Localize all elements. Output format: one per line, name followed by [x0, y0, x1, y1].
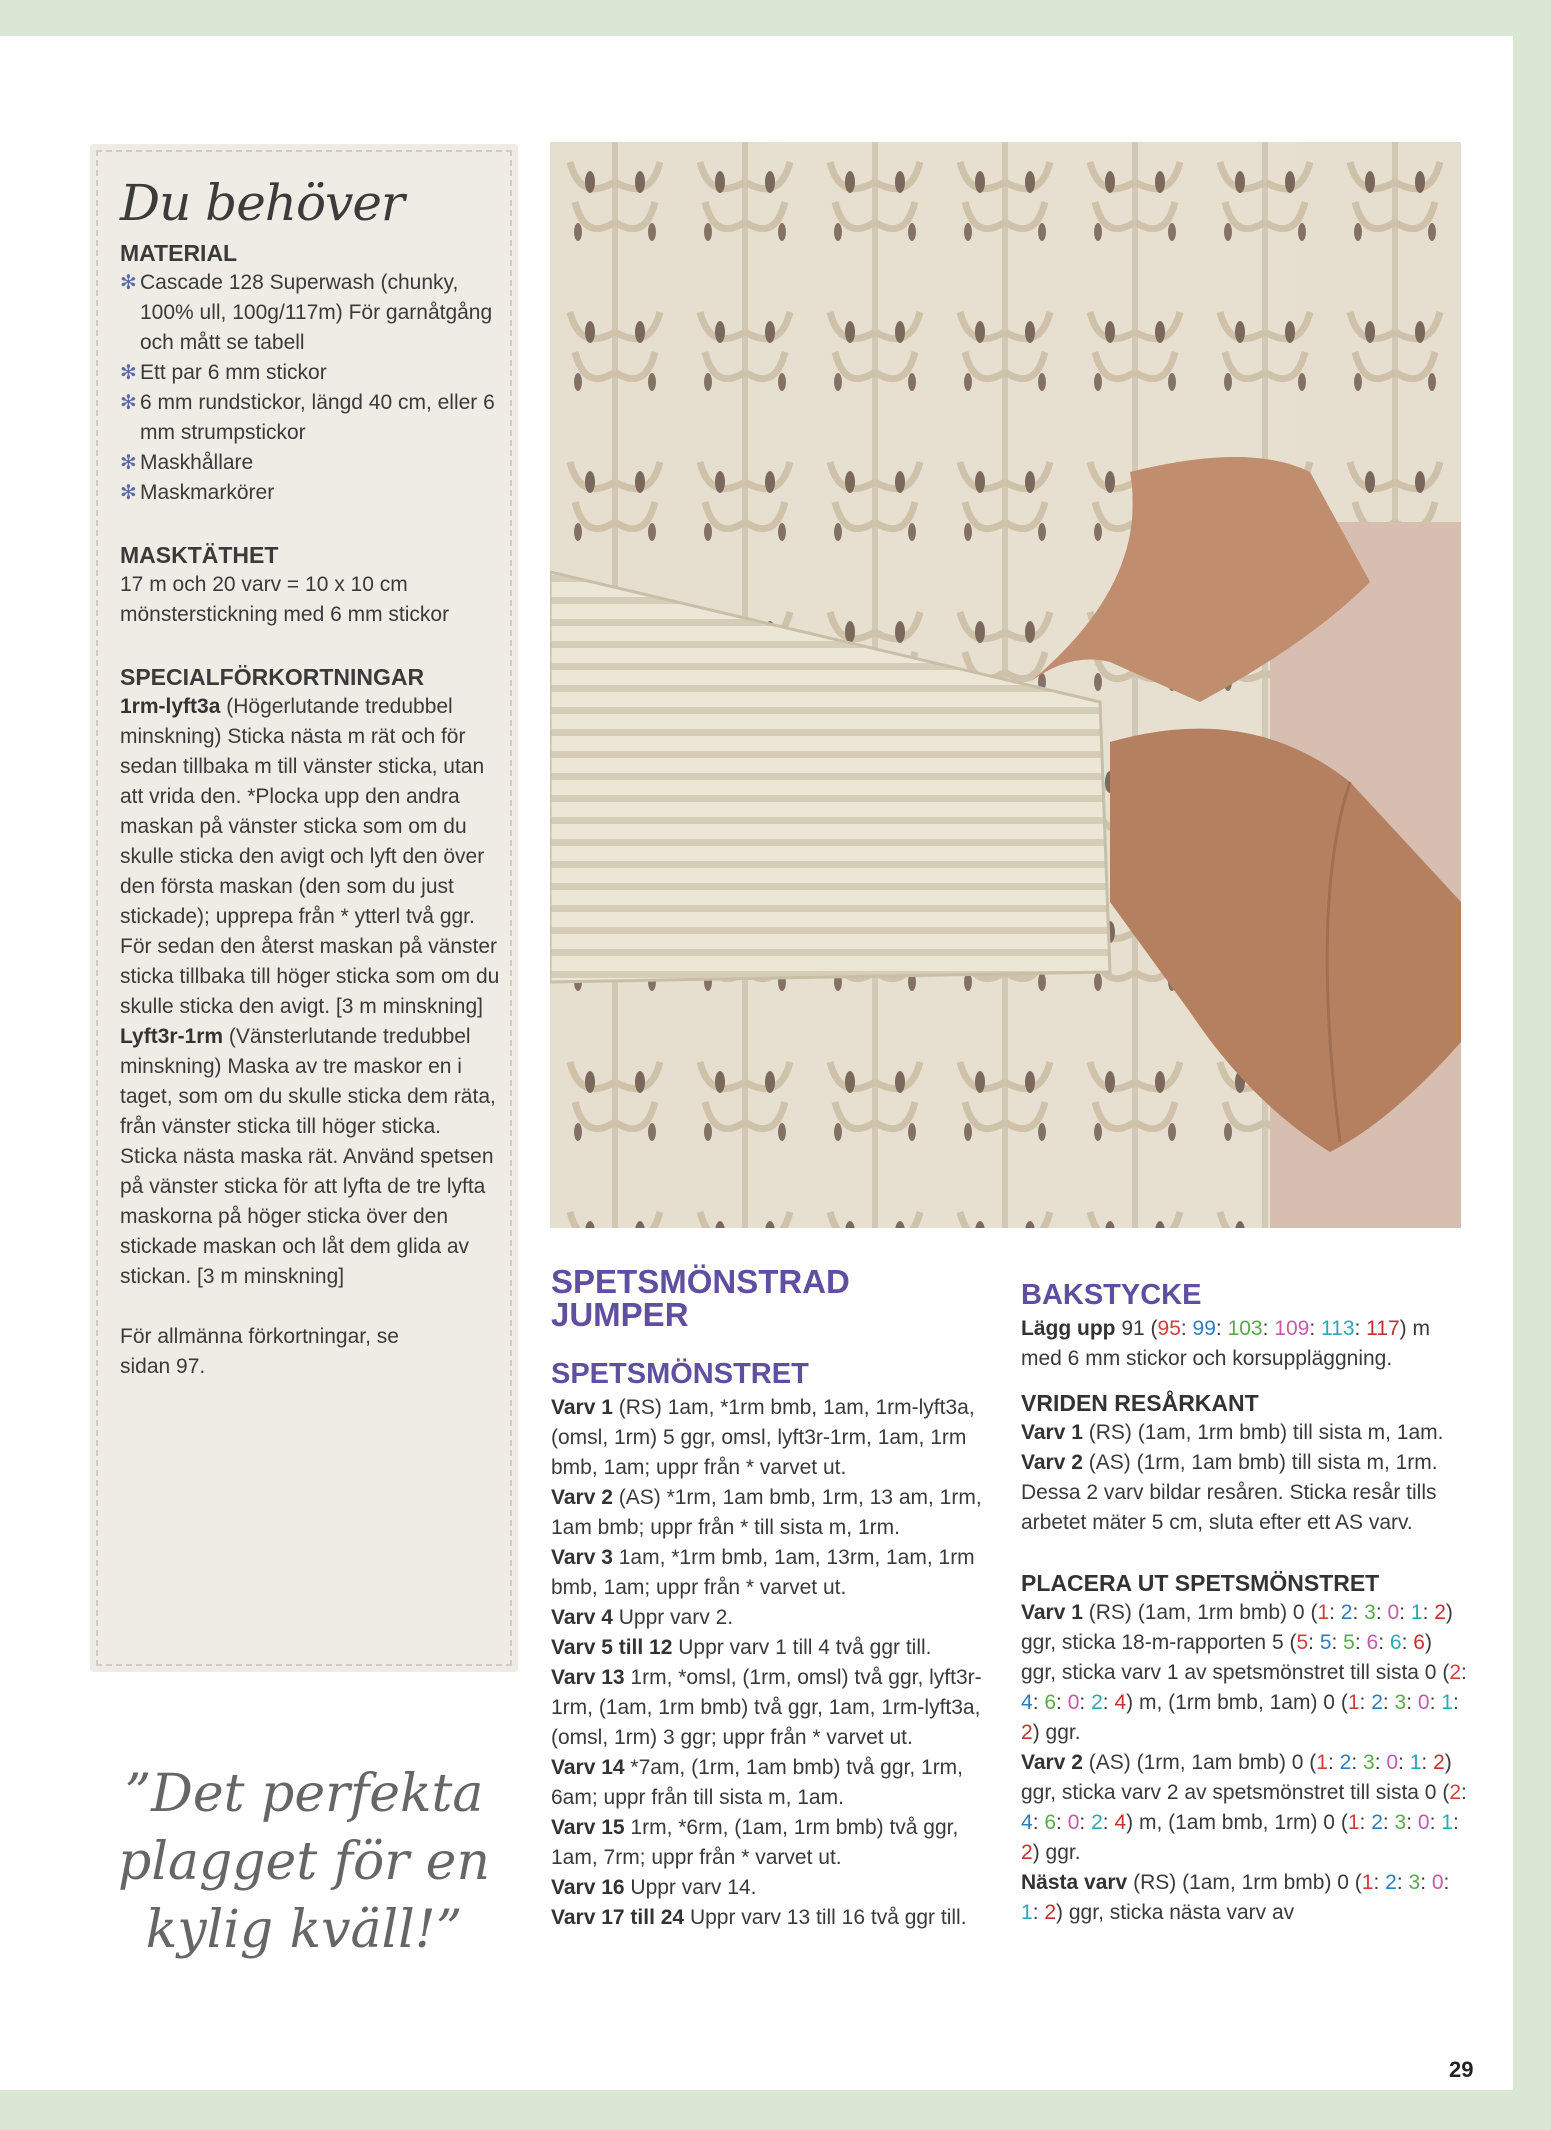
- asterisk-bullet-icon: ✻: [120, 392, 137, 414]
- rib-row: Varv 1 (RS) (1am, 1rm bmb) till sista m, 1am.: [1021, 1421, 1444, 1444]
- lace-pattern-heading: SPETSMÖNSTRET: [551, 1358, 809, 1390]
- pattern-row: Varv 2 (AS) *1rm, 1am bmb, 1rm, 13 am, 1rm, 1am bmb; uppr från * till sista m, 1rm.: [551, 1486, 982, 1539]
- rib-heading: VRIDEN RESÅRKANT: [1021, 1390, 1259, 1416]
- gauge-heading: MASKTÄTHET: [120, 542, 279, 568]
- pattern-row: Varv 4 Uppr varv 2.: [551, 1606, 734, 1629]
- next-row: Nästa varv (RS) (1am, 1rm bmb) 0 (1: 2: 3: 0: 1: 2) ggr, sticka nästa varv av: [1021, 1871, 1450, 1924]
- list-item: ✻ Ett par 6 mm stickor: [120, 358, 500, 388]
- list-item: ✻ Maskmarkörer: [120, 478, 500, 508]
- list-item: ✻ Cascade 128 Superwash (chunky, 100% ull, 100g/117m) För garnåtgång och mått se tabell: [120, 268, 500, 358]
- list-item: ✻ Maskhållare: [120, 448, 500, 478]
- pattern-row: Varv 16 Uppr varv 14.: [551, 1876, 757, 1899]
- pattern-row: Varv 1 (RS) 1am, *1rm bmb, 1am, 1rm-lyft3a, (omsl, 1rm) 5 ggr, omsl, lyft3r-1rm, 1am, 1rm bmb, 1am; uppr från * varvet ut.: [551, 1396, 975, 1479]
- place-row-2: Varv 2 (AS) (1rm, 1am bmb) 0 (1: 2: 3: 0: 1: 2) ggr, sticka varv 2 av spetsmönstret till sista 0 (2: 4: 6: 0: 2: 4) m, (1am bmb, 1rm) 0 (1: 2: 3: 0: 1: 2) ggr.: [1021, 1751, 1467, 1864]
- pattern-title: SPETSMÖNSTRAD JUMPER: [551, 1263, 850, 1333]
- pattern-row: Varv 14 *7am, (1rm, 1am bmb) två ggr, 1rm, 6am; uppr från till sista m, 1am.: [551, 1756, 964, 1809]
- place-row-1: Varv 1 (RS) (1am, 1rm bmb) 0 (1: 2: 3: 0: 1: 2) ggr, sticka 18-m-rapporten 5 (5: 5: 5: 6: 6: 6) ggr, sticka varv 1 av spetsmönstret till sista 0 (2: 4: 6: 0: 2: 4) m, (1rm bmb, 1am) 0 (1: 2: 3: 0: 1: 2) ggr.: [1021, 1601, 1467, 1744]
- material-heading: MATERIAL: [120, 240, 238, 266]
- pattern-column: [551, 1265, 991, 1933]
- pattern-row: Varv 17 till 24 Uppr varv 13 till 16 två ggr till.: [551, 1906, 967, 1929]
- sidebar-title: Du behöver: [120, 174, 404, 232]
- page-number: 29: [1449, 2057, 1474, 2082]
- abbreviation-2: Lyft3r-1rm (Vänsterlutande tredubbel minskning) Maska av tre maskor en i taget, som om du skulle sticka dem räta, från vänster sticka till höger sticka. Sticka nästa maska rät. Använd spetsen på vänster sticka för att lyfta de tre lyfta maskorna på höger sticka över den stickade maskan och låt dem glida av stickan. [3 m minskning]: [120, 1025, 496, 1288]
- back-piece-column: [1021, 1278, 1471, 1928]
- pattern-row: Varv 3 1am, *1rm bmb, 1am, 13rm, 1am, 1rm bmb, 1am; uppr från * varvet ut.: [551, 1546, 975, 1599]
- asterisk-bullet-icon: ✻: [120, 452, 137, 474]
- rib-note: Dessa 2 varv bildar resåren. Sticka resår tills arbetet mäter 5 cm, sluta efter ett AS varv.: [1021, 1481, 1437, 1534]
- abbreviation-1: 1rm-lyft3a (Högerlutande tredubbel minskning) Sticka nästa m rät och för sedan tillbaka m till vänster sticka, utan att vrida den. *Plocka upp den andra maskan på vänster sticka som om du skulle sticka den avigt och lyft den över den första maskan (den som du just stickade); upprepa från * ytterl två ggr. För sedan den återst maskan på vänster sticka tillbaka till höger sticka som om du skulle sticka den avigt. [3 m minskning]: [120, 695, 500, 1018]
- pattern-row: Varv 15 1rm, *6rm, (1am, 1rm bmb) två ggr, 1am, 7rm; uppr från * varvet ut.: [551, 1816, 959, 1869]
- list-item: ✻ 6 mm rundstickor, längd 40 cm, eller 6 mm strumpstickor: [120, 388, 500, 448]
- pattern-row: Varv 13 1rm, *omsl, (1rm, omsl) två ggr, lyft3r-1rm, (1am, 1rm bmb) två ggr, 1am, 1rm-lyft3a, (omsl, 1rm) 3 ggr; uppr från * varvet ut.: [551, 1666, 982, 1749]
- asterisk-bullet-icon: ✻: [120, 482, 137, 504]
- back-piece-heading: BAKSTYCKE: [1021, 1279, 1202, 1311]
- materials-sidebar: [90, 144, 518, 1672]
- abbreviations-heading: SPECIALFÖRKORTNINGAR: [120, 664, 425, 690]
- asterisk-bullet-icon: ✻: [120, 272, 137, 294]
- place-pattern-heading: PLACERA UT SPETSMÖNSTRET: [1021, 1570, 1380, 1596]
- asterisk-bullet-icon: ✻: [120, 362, 137, 384]
- pattern-row: Varv 5 till 12 Uppr varv 1 till 4 två ggr till.: [551, 1636, 932, 1659]
- sweater-photo: [550, 142, 1461, 1228]
- cast-on-text: Lägg upp 91 (95: 99: 103: 109: 113: 117) m med 6 mm stickor och korsuppläggning.: [1021, 1317, 1430, 1370]
- materials-list: [120, 268, 500, 508]
- pull-quote: ”Det perfekta plagget för en kylig kväll!”: [118, 1764, 490, 1960]
- general-note: För allmänna förkortningar, se sidan 97.: [120, 1325, 399, 1378]
- gauge-text: 17 m och 20 varv = 10 x 10 cm mönsterstickning med 6 mm stickor: [120, 573, 450, 626]
- rib-row: Varv 2 (AS) (1rm, 1am bmb) till sista m, 1rm.: [1021, 1451, 1438, 1474]
